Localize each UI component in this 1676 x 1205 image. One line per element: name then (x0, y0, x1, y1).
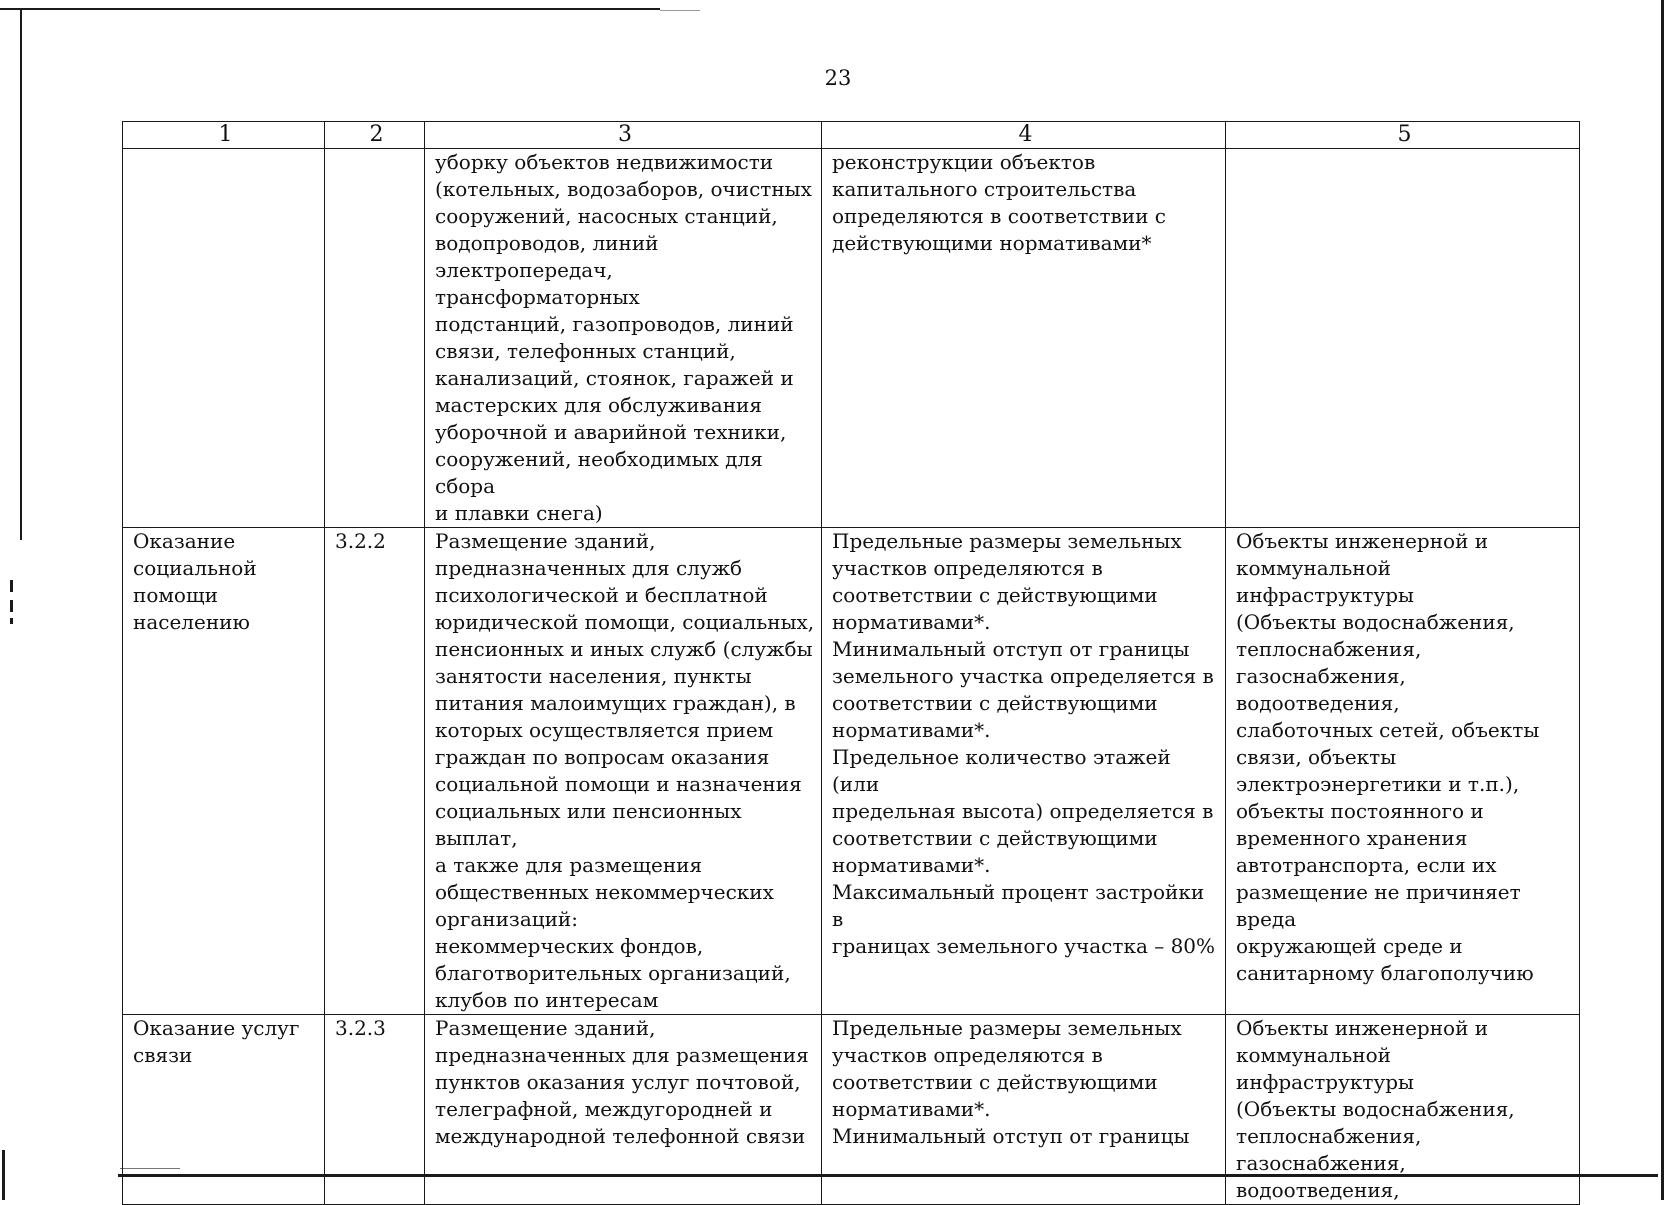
table-row (123, 528, 1580, 1015)
scan-border-right (1661, 0, 1664, 1200)
cell-use-description (425, 1015, 822, 1205)
cell-use-name (123, 1015, 325, 1205)
cell-text: Оказание социальной помощи населению (133, 529, 257, 634)
cell-text: Оказание услуг связи (133, 1016, 300, 1067)
cell-use-name (123, 149, 325, 528)
cell-text: Объекты инженерной и коммунальной инфраструктуры (Объекты водоснабжения, теплоснабжения, газоснабжения, водоотведения, слаботочных сетей, объекты связи, объекты электроэнергетики и т.п.), объекты постоянного и временного хранения автотранспорта, если их размещение не причиняет вреда окружающей среде и санитарному благополучию (1236, 529, 1540, 985)
cell-auxiliary-uses (1226, 1015, 1580, 1205)
table-row (123, 1015, 1580, 1205)
scan-border-left-bottom (2, 1150, 5, 1200)
cell-text: уборку объектов недвижимости (котельных, водозаборов, очистных сооружений, насосных станций, водопроводов, линий электропередач, трансформаторных подстанций, газопроводов, линий связи, телефонных станций, канализаций, стоянок, гаражей и мастерских для обслуживания уборочной и аварийной техники, сооружений, необходимых для сбора и плавки снега) (435, 150, 812, 525)
regulations-table (122, 121, 1580, 1205)
scan-border-top (0, 8, 660, 10)
column-header-3: 3 (425, 122, 822, 149)
column-header-1: 1 (123, 122, 325, 149)
scan-mark (10, 600, 13, 612)
scan-mark (10, 618, 13, 624)
cell-text: Предельные размеры земельных участков определяются в соответствии с действующими нормативами*. Минимальный отступ от границы (832, 1016, 1190, 1148)
cell-use-code (325, 1015, 425, 1205)
page-number: 23 (824, 66, 852, 90)
cell-use-description (425, 149, 822, 528)
cell-text: 3.2.3 (335, 1016, 386, 1040)
cell-text: Предельные размеры земельных участков определяются в соответствии с действующими нормативами*. Минимальный отступ от границы земельного участка определяется в соответствии с действующими нормативами*. Предельное количество этажей (или предельная высота) определяется в соответствии с действующими нормативами*. Максимальный процент застройки в границах земельного участка – 80% (832, 529, 1216, 958)
cell-text: Размещение зданий, предназначенных для служб психологической и бесплатной юридической помощи, социальных, пенсионных и иных служб (службы занятости населения, пункты питания малоимущих граждан), в которых осуществляется прием граждан по вопросам оказания социальной помощи и назначения социальных или пенсионных выплат, а также для размещения общественных некоммерческих организаций: некоммерческих фондов, благотворительных организаций, клубов по интересам (435, 529, 815, 1012)
cell-text: Объекты инженерной и коммунальной инфраструктуры (Объекты водоснабжения, теплоснабжения, газоснабжения, водоотведения, (1236, 1016, 1515, 1202)
cell-parameters (822, 1015, 1226, 1205)
cell-text: 3.2.2 (335, 529, 386, 553)
column-header-2: 2 (325, 122, 425, 149)
cell-use-description (425, 528, 822, 1015)
column-header-5: 5 (1226, 122, 1580, 149)
cell-parameters (822, 149, 1226, 528)
cell-parameters (822, 528, 1226, 1015)
scan-border-top-faint (660, 10, 700, 11)
cell-use-code (325, 149, 425, 528)
table-header-row (123, 122, 1580, 149)
scan-mark (10, 580, 13, 592)
cell-auxiliary-uses (1226, 528, 1580, 1015)
cell-auxiliary-uses (1226, 149, 1580, 528)
cell-use-name (123, 528, 325, 1015)
cell-text: реконструкции объектов капитального строительства определяются в соответствии с действующими нормативами* (832, 150, 1167, 255)
cell-text: Размещение зданий, предназначенных для размещения пунктов оказания услуг почтовой, телеграфной, междугородней и международной телефонной связи (435, 1016, 809, 1148)
cell-use-code (325, 528, 425, 1015)
table-row (123, 149, 1580, 528)
column-header-4: 4 (822, 122, 1226, 149)
